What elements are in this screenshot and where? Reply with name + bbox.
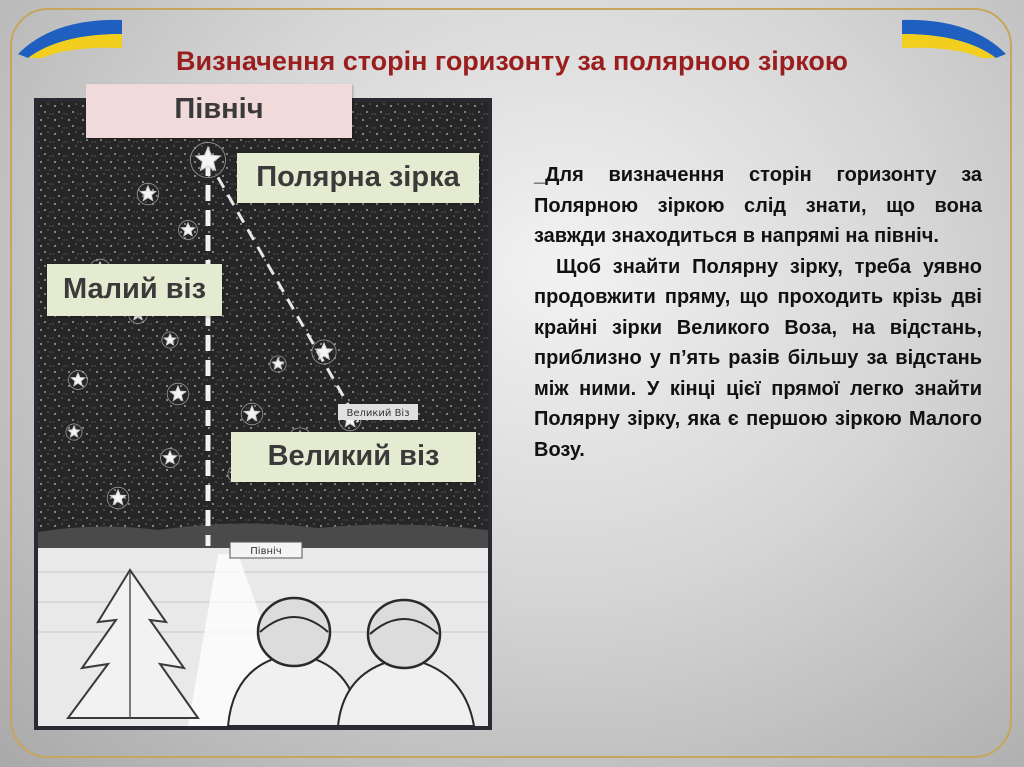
north-label: Північ: [86, 84, 352, 138]
little-dipper-label: Малий віз: [47, 264, 222, 316]
paragraph-2: Щоб знайти Полярну зірку, треба уявно продовжити пряму, що проходить крізь дві крайні зірки Великого Воза, на відстань, приблизно у п’ять разів більшу за відстань між ними. У кінці цієї прямої легко знайти Полярну зірку, яка є першою зіркою Малого Возу.: [534, 255, 982, 461]
big-dipper-label: Великий віз: [231, 432, 476, 482]
polaris-label: Полярна зірка: [237, 153, 479, 203]
paragraph-1: _Для визначення сторін горизонту за Полярною зіркою слід знати, що вона завжди знаходиться в напрямі на північ.: [534, 164, 982, 247]
big-dipper-sign-text: Великий Віз: [346, 408, 410, 419]
slide-title: Визначення сторін горизонту за полярною зіркою: [176, 46, 848, 76]
north-sign-text: Північ: [250, 546, 282, 557]
explanation-text: [534, 160, 982, 465]
